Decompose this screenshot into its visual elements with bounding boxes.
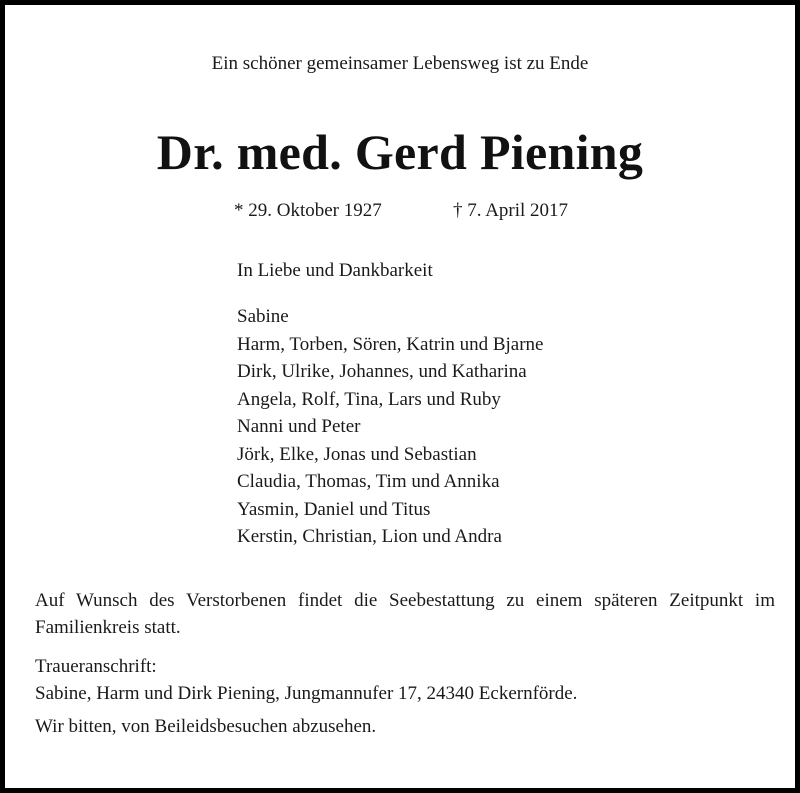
mourner-line: Yasmin, Daniel und Titus [237, 498, 431, 520]
deceased-name: Dr. med. Gerd Piening [156, 124, 644, 180]
motto-line: Ein schöner gemeinsamer Lebensweg ist zu Ende [211, 53, 589, 74]
dedication-line: In Liebe und Dankbarkeit [237, 260, 433, 281]
condolence-request: Wir bitten, von Beileidsbesuchen abzusehen. [35, 716, 377, 737]
mourner-line: Nanni und Peter [237, 416, 361, 437]
mourner-line: Sabine [237, 306, 289, 327]
mourning-address: Sabine, Harm und Dirk Piening, Jungmannufer 17, 24340 Eckernförde. [35, 683, 578, 704]
mourner-line: Claudia, Thomas, Tim und Annika [237, 471, 500, 492]
mourner-line: Angela, Rolf, Tina, Lars und Ruby [237, 388, 501, 410]
mourner-line: Jörk, Elke, Jonas und Sebastian [237, 443, 477, 465]
mourners-list [237, 303, 543, 551]
death-date: † 7. April 2017 [453, 200, 569, 221]
funeral-note: Auf Wunsch des Verstorbenen findet die Seebestattung zu einem späteren Zeitpunkt im Familienkreis statt. [35, 590, 775, 638]
mourner-line: Kerstin, Christian, Lion und Andra [237, 526, 502, 547]
address-label: Traueranschrift: [35, 656, 157, 677]
birth-date: * 29. Oktober 1927 [234, 200, 382, 221]
mourner-line: Harm, Torben, Sören, Katrin und Bjarne [237, 333, 544, 355]
mourner-line: Dirk, Ulrike, Johannes, und Katharina [237, 361, 527, 382]
